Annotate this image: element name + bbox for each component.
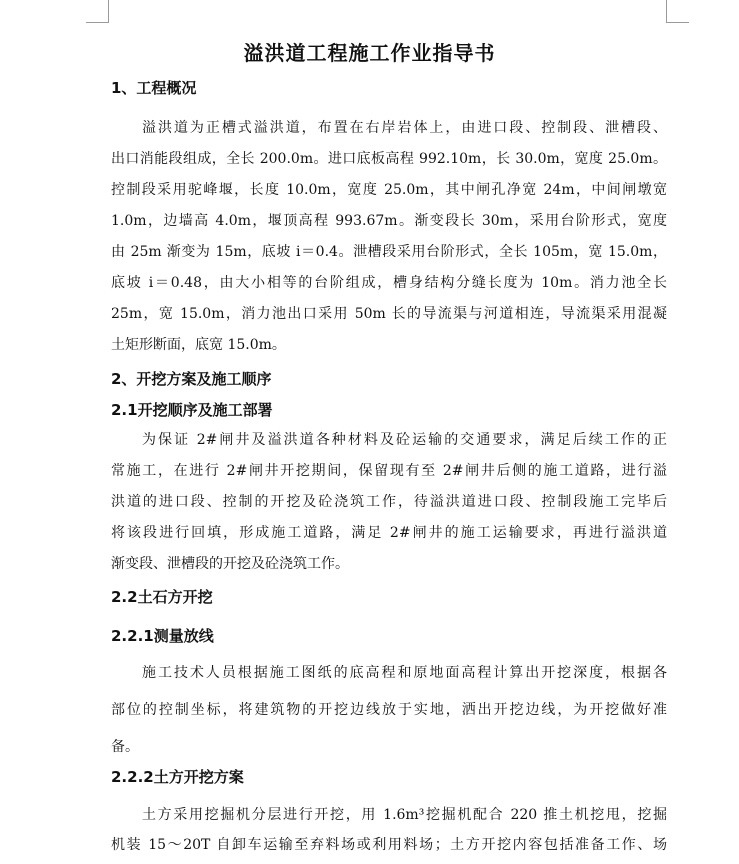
document-title: 溢洪道工程施工作业指导书 (243, 41, 496, 65)
section-heading-2: 2、开挖方案及施工顺序 (111, 370, 272, 388)
section-heading-2-1: 2.1开挖顺序及施工部署 (111, 401, 273, 419)
paragraph-line: 洪道的进口段、控制的开挖及砼浇筑工作，待溢洪道进口段、控制段施工完毕后 (111, 494, 667, 510)
paragraph-line: 部位的控制坐标，将建筑物的开挖边线放于实地，洒出开挖边线，为开挖做好准 (111, 702, 667, 718)
paragraph-line: 25m，宽 15.0m，消力池出口采用 50m 长的导流渠与河道相连，导流渠采用混凝 (111, 306, 667, 322)
paragraph-line: 将该段进行回填，形成施工道路，满足 2#闸井的施工运输要求，再进行溢洪道 (111, 525, 667, 541)
section-heading-2-2-1: 2.2.1测量放线 (111, 627, 214, 645)
paragraph-line: 由 25m 渐变为 15m，底坡 i＝0.4。泄槽段采用台阶形式，全长 105m，宽 15.0m， (111, 244, 667, 260)
section-heading-2-2-2: 2.2.2土方开挖方案 (111, 768, 244, 786)
paragraph-line: 备。 (111, 739, 139, 755)
paragraph-line: 机装 15～20T 自卸车运输至弃料场或利用料场；土方开挖内容包括准备工作、场 (111, 837, 667, 853)
paragraph-line: 土矩形断面，底宽 15.0m。 (111, 337, 286, 353)
paragraph-line: 渐变段、泄槽段的开挖及砼浇筑工作。 (111, 556, 349, 572)
page-corner-mark-left (86, 0, 109, 23)
section-heading-2-2: 2.2土石方开挖 (111, 588, 213, 606)
page-corner-mark-right (666, 0, 689, 23)
paragraph-line: 土方采用挖掘机分层进行开挖，用 1.6m³挖掘机配合 220 推土机挖甩，挖掘 (142, 807, 667, 823)
paragraph-line: 1.0m，边墙高 4.0m，堰顶高程 993.67m。渐变段长 30m，采用台阶形式，宽度 (111, 213, 667, 229)
paragraph-line: 施工技术人员根据施工图纸的底高程和原地面高程计算出开挖深度，根据各 (142, 665, 667, 681)
paragraph-line: 为保证 2#闸井及溢洪道各种材料及砼运输的交通要求，满足后续工作的正 (142, 432, 667, 448)
section-heading-1: 1、工程概况 (111, 79, 197, 97)
paragraph-line: 常施工，在进行 2#闸井开挖期间，保留现有至 2#闸井后侧的施工道路，进行溢 (111, 463, 667, 479)
paragraph-line: 出口消能段组成，全长 200.0m。进口底板高程 992.10m，长 30.0m，宽度 25.0m。 (111, 151, 667, 167)
paragraph-line: 控制段采用驼峰堰，长度 10.0m，宽度 25.0m，其中闸孔净宽 24m，中间闸墩宽 (111, 182, 667, 198)
paragraph-line: 底坡 i＝0.48，由大小相等的台阶组成，槽身结构分缝长度为 10m。消力池全长 (111, 275, 667, 291)
paragraph-line: 溢洪道为正槽式溢洪道，布置在右岸岩体上，由进口段、控制段、泄槽段、 (142, 120, 667, 136)
